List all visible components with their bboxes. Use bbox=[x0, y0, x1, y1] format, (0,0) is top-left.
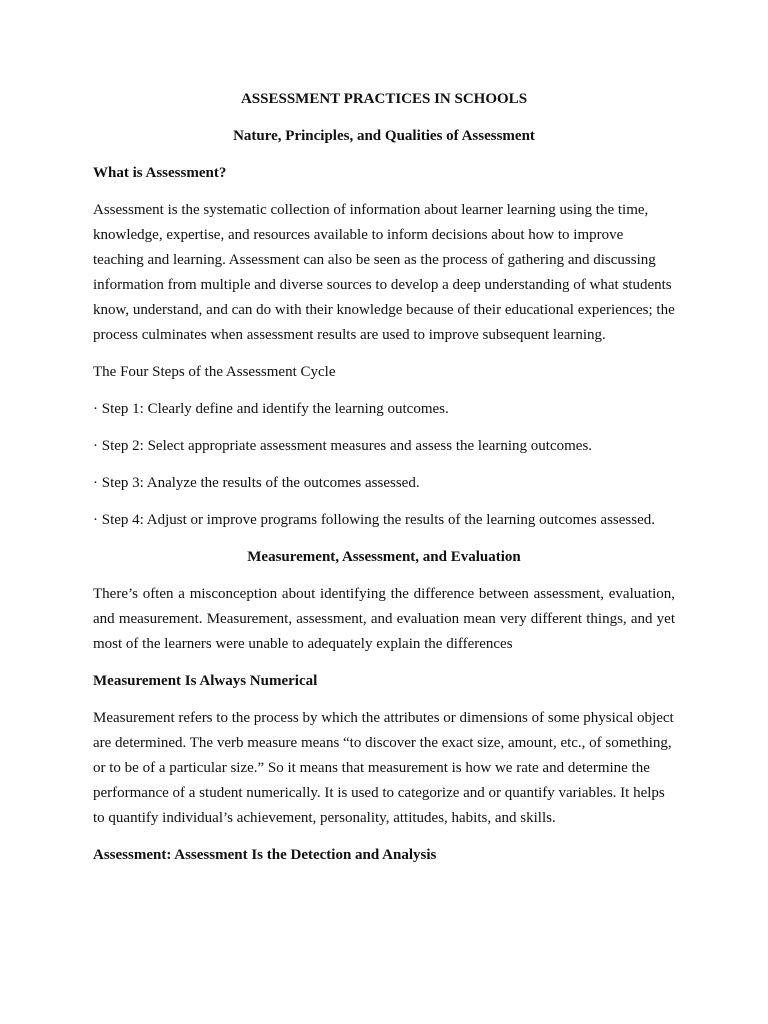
document-body bbox=[93, 87, 675, 880]
cycle-heading: The Four Steps of the Assessment Cycle bbox=[93, 364, 336, 380]
document-title: ASSESSMENT PRACTICES IN SCHOOLS bbox=[240, 91, 528, 107]
cycle-step-1: · Step 1: Clearly define and identify the learning outcomes. bbox=[93, 401, 449, 417]
cycle-step-4: · Step 4: Adjust or improve programs following the results of the learning outcomes assessed. bbox=[93, 512, 655, 528]
section-heading-measurement-assessment-evaluation: Measurement, Assessment, and Evaluation bbox=[247, 549, 521, 565]
cycle-step-3: · Step 3: Analyze the results of the outcomes assessed. bbox=[93, 475, 420, 491]
paragraph-assessment-definition: Assessment is the systematic collection of information about learner learning using the time, knowledge, expertise, and resources available to inform decisions about how to improve teaching and learning. Assessment can also be seen as the process of gathering and discussing information from multiple and diverse sources to develop a deep understanding of what students know, understand, and can do with their knowledge because of their educational experiences; the process culminates when assessment results are used to improve subsequent learning. bbox=[93, 202, 675, 343]
document-subtitle: Nature, Principles, and Qualities of Assessment bbox=[233, 128, 535, 144]
paragraph-measurement-definition: Measurement refers to the process by which the attributes or dimensions of some physical object are determined. The verb measure means “to discover the exact size, amount, etc., of something, or to be of a particular size.” So it means that measurement is how we rate and determine the performance of a student numerically. It is used to categorize and or quantify variables. It helps to quantify individual’s achievement, personality, attitudes, habits, and skills. bbox=[93, 710, 674, 826]
cycle-step-2: · Step 2: Select appropriate assessment measures and assess the learning outcomes. bbox=[93, 438, 593, 454]
paragraph-misconception: There’s often a misconception about identifying the difference between assessment, evaluation, and measurement. Measurement, assessment, and evaluation mean very different things, and yet most of the learners were unable to adequately explain the differences bbox=[93, 586, 675, 652]
section-heading-assessment-detection: Assessment: Assessment Is the Detection and Analysis bbox=[93, 847, 437, 863]
section-heading-what-is-assessment: What is Assessment? bbox=[93, 165, 227, 181]
section-heading-measurement-numerical: Measurement Is Always Numerical bbox=[93, 673, 318, 689]
